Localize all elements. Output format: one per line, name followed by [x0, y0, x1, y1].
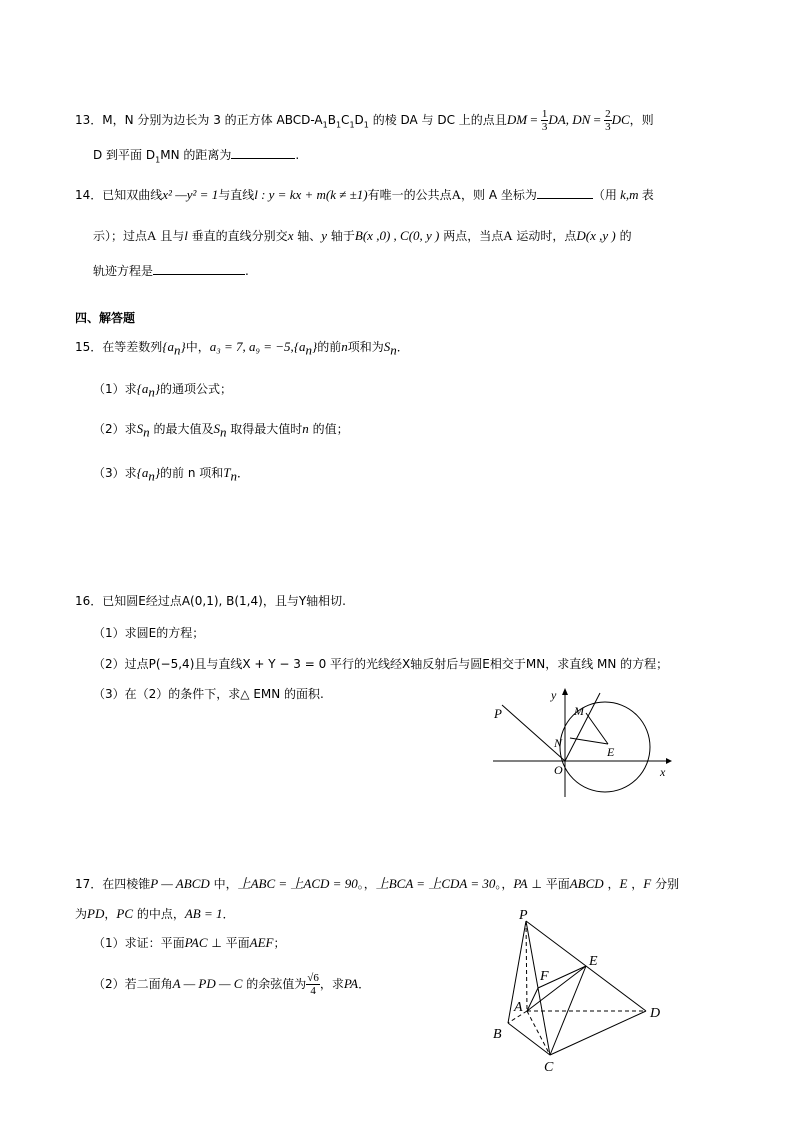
q14-line1: 14．已知双曲线x² —y² = 1与直线l : y = kx + m(k ≠ ±1)有唯一的公共点A，则 A 坐标为 （用 k,m 表 [75, 187, 654, 202]
label-O: O [554, 763, 563, 777]
label-C: C [544, 1060, 554, 1075]
q13-line2: D 到平面 $D_1MN$ 的距离为 . [93, 148, 300, 165]
q16-part3: （3）在（2）的条件下，求△ EMN 的面积. [93, 687, 324, 701]
y-axis-arrow [562, 688, 568, 695]
q15-line1: 15．在等差数列$\{a_n\}$中，a₃ = 7, $a_9 = -5,\{a_n\}$的前n项和为$S_n$． [75, 339, 409, 358]
answer-blank[interactable] [231, 146, 295, 159]
answer-blank[interactable] [153, 262, 245, 275]
answer-blank[interactable] [537, 186, 593, 199]
label-y: y [551, 688, 557, 702]
q15-part3: （3）求$\{a_n\}$的前 n 项和$T_n$． [93, 465, 250, 484]
edge-CD [550, 1011, 646, 1055]
q17-part2: （2）若二面角A — PD — C 的余弦值为 $\frac{√6}{4}$ ，求PA． [93, 972, 371, 997]
incident-ray [502, 705, 565, 761]
fraction-one-third: $\frac{1}{3}$ [541, 108, 548, 133]
q15-part1: （1）求$\{a_n\}$的通项公式； [93, 381, 233, 400]
edge-AF [527, 988, 538, 1011]
label-N: N [554, 736, 563, 750]
label-B: B [493, 1027, 502, 1042]
label-P: P [494, 706, 502, 721]
label-P: P [519, 908, 528, 923]
label-E: E [589, 954, 598, 969]
q16-part2: （2）过点P(−5,4)且与直线X + Y − 3 = 0 平行的光线经X轴反射后与圆E相交于MN，求直线 MN 的方程； [93, 657, 669, 671]
edge-BC [508, 1023, 550, 1055]
x-axis-arrow [666, 758, 672, 764]
label-A: A [514, 1000, 523, 1015]
q15-part2: （2）求$S_n$ 的最大值及$S_n$ 取得最大值时n 的值； [93, 421, 349, 440]
q16-part1: （1）求圆E的方程； [93, 626, 205, 640]
q14-line3: 轨迹方程是 . [93, 264, 249, 278]
circle-reflection-figure [488, 685, 678, 800]
q13-line1: 13．M，N 分别为边长为 3 的正方体 ABCD-$A_1B_1C_1D_1$ 的棱 DA 与 DC 上的点且DM = $\frac{1}{3}$ DA, DN = $\frac{2}{3}$ DC，则 [75, 108, 654, 133]
segment-EM [586, 713, 608, 744]
q17-line2: 为PD，PC 的中点，AB = 1． [75, 906, 235, 921]
label-D: D [650, 1006, 661, 1021]
edge-PA [526, 921, 527, 1011]
label-M: M [574, 704, 584, 718]
label-E: E [607, 745, 615, 759]
section-heading: 四、解答题 [75, 311, 136, 325]
q16-line1: 16．已知圆E经过点A(0,1), B(1,4)，且与Y轴相切. [75, 594, 346, 608]
label-F: F [540, 969, 549, 984]
fraction-sqrt6-over-4: $\frac{√6}{4}$ [307, 972, 319, 997]
q17-line1: 17．在四棱锥P — ABCD 中，上ABC = 上ACD = 90。，上BCA = 上CDA = 30。，PA ⊥ 平面ABCD ，E ，F 分别 [75, 876, 680, 891]
pyramid-figure [488, 905, 678, 1077]
label-x: x [660, 765, 666, 779]
q14-line2: 示）；过点A 且与l 垂直的直线分别交x 轴、y 轴于B(x ,0) , C(0, y ) 两点，当点A 运动时，点D(x ,y ) 的 [93, 228, 632, 243]
q17-part1: （1）求证：平面PAC ⊥ 平面AEF； [93, 935, 286, 950]
fraction-two-third: $\frac{2}{3}$ [605, 108, 611, 133]
